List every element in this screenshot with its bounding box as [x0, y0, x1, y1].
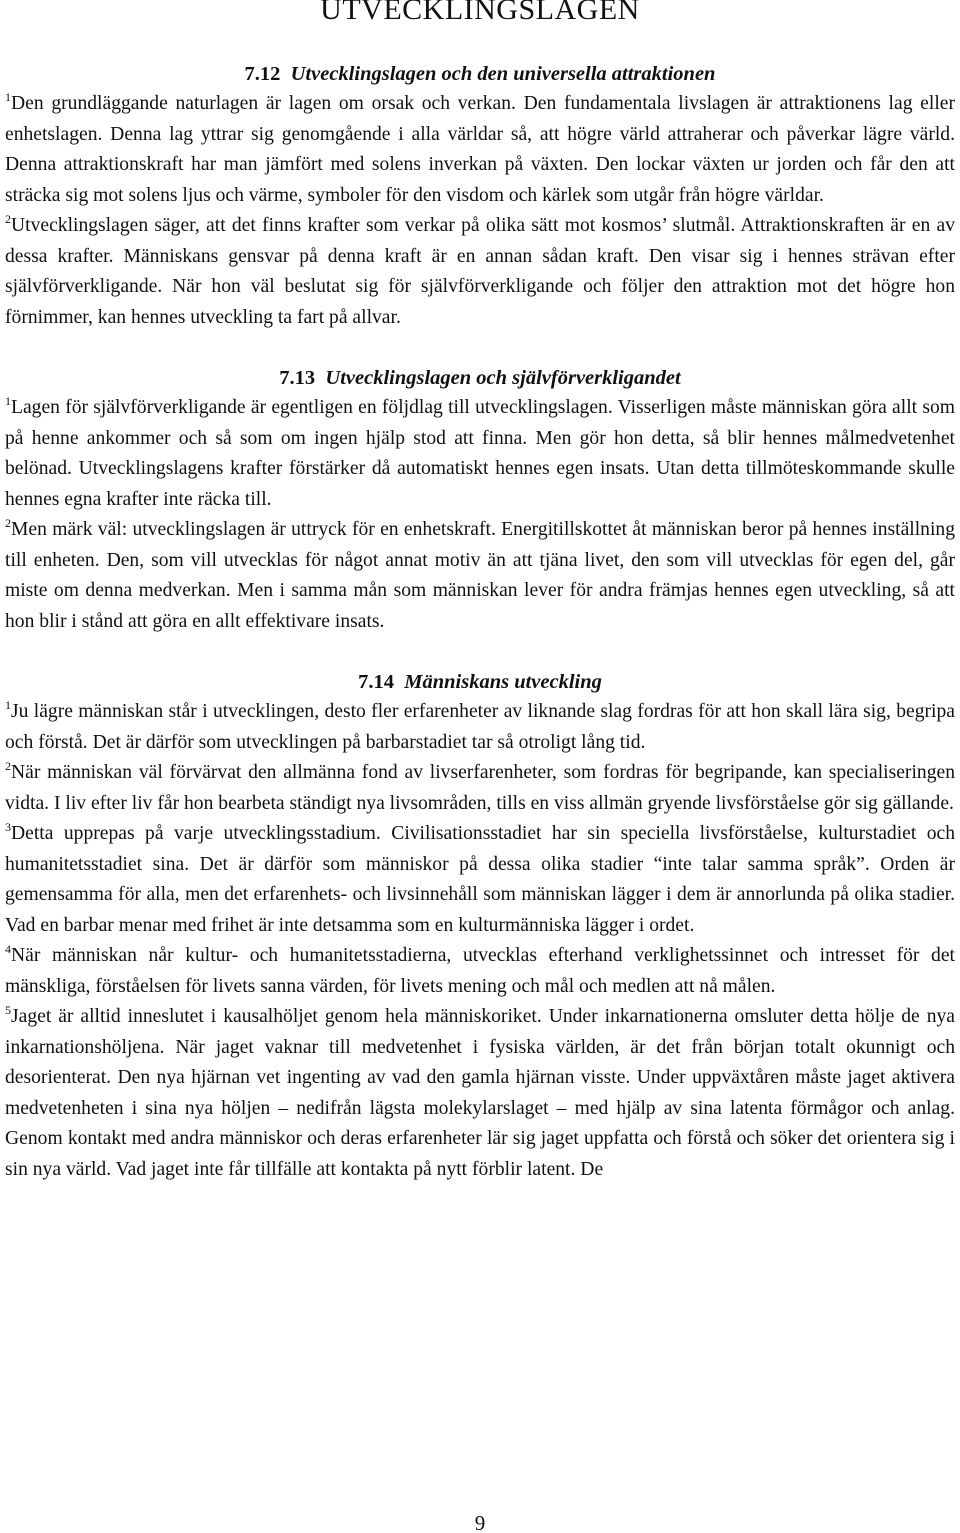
section-number: 7.13: [279, 367, 316, 389]
running-title: UTVECKLINGSLAGEN: [320, 0, 640, 26]
section-7-12: [5, 59, 955, 333]
paragraph-text: Detta upprepas på varje utvecklingsstadium. Civilisationsstadiet har sin speciella livsförståelse, kulturstadiet och humanitetsstadiet sina. Det är därför som människor på dessa olika stadier “inte talar samma språk”. Orden är gemensamma för alla, men det erfarenhets- och livsinnehåll som människan lägger i dem är annorlunda på olika stadier. Vad en barbar menar med frihet är inte detsamma som en kulturmänniska lägger i ordet.: [5, 823, 955, 936]
paragraph-text: Jaget är alltid inneslutet i kausalhöljet genom hela människoriket. Under inkarnationerna omsluter detta hölje de nya inkarnationshöljena. När jaget vaknar till medvetenhet i fysiska världen, är det från början totalt okunnigt och desorienterat. Den nya hjärnan vet ingenting av vad den gamla hjärnan visste. Under uppväxtåren måste jaget aktivera medvetenheten i sina nya höljen – nedifrån lägsta molekylarslaget – med hjälp av sina latenta förmågor och anlag. Genom kontakt med andra människor och deras erfarenheter lär sig jaget uppfatta och förstå och söker det orientera sig i sin nya värld. Vad jaget inte får tillfälle att kontakta på nytt förblir latent. De: [5, 1006, 955, 1180]
paragraph-text: Lagen för självförverkligande är egentligen en följdlag till utvecklingslagen. Visserligen måste människan göra allt som på henne ankommer och så som om ingen hjälp stod att finna. Men gör hon detta, så blir hennes målmedvetenhet belönad. Utvecklingslagens krafter förstärker då automatiskt hennes egen insats. Utan detta tillmöteskommande skulle hennes egna krafter inte räcka till.: [5, 397, 955, 510]
section-title-text: Människans utveckling: [404, 671, 602, 693]
paragraph-index: 1: [5, 394, 11, 408]
page-content: [5, 59, 955, 1185]
paragraph-text: Utvecklingslagen säger, att det finns krafter som verkar på olika sätt mot kosmos’ slutmål. Attraktionskraften är en av dessa krafter. Människans gensvar på denna kraft är en annan sådan kraft. Den visar sig i hennes strävan efter självförverkligande. När hon väl beslutat sig för självförverkligande och följer den attraktion mot det högre hon förnimmer, kan hennes utveckling ta fart på allvar.: [5, 215, 955, 328]
paragraph: [5, 697, 955, 758]
section-spacer: [5, 333, 955, 363]
paragraph-text: Men märk väl: utvecklingslagen är uttryck för en enhetskraft. Energitillskottet åt människan beror på hennes inställning till enheten. Den, som vill utvecklas för något annat motiv än att tjäna livet, den som vill utvecklas för egen del, går miste om denna medverkan. Men i samma mån som människan lever för andra främjas hennes egen utveckling, så att hon blir i stånd att göra en allt effektivare insats.: [5, 519, 955, 632]
paragraph-text: När människan når kultur- och humanitetsstadierna, utvecklas efterhand verklighetssinnet och intresset för det mänskliga, förståelsen för livets sanna värden, för livets mening och mål och medlen att nå målen.: [5, 945, 955, 997]
paragraph: [5, 211, 955, 333]
paragraph-text: Den grundläggande naturlagen är lagen om orsak och verkan. Den fundamentala livslagen är attraktionens lag eller enhetslagen. Denna lag yttrar sig genomgående i alla världar så, att högre värld attraherar och påverkar lägre värld. Denna attraktionskraft har man jämfört med solens inverkan på växten. Den lockar växten ur jorden och får den att sträcka sig mot solens ljus och värme, symboler för den visdom och kärlek som utgår från högre världar.: [5, 93, 955, 206]
paragraph-index: 1: [5, 698, 11, 712]
paragraph-text: När människan väl förvärvat den allmänna fond av livserfarenheter, som fordras för begripande, kan specialiseringen vidta. I liv efter liv får hon bearbeta ständigt nya livsområden, tills en viss allmän gryende livsförståelse gör sig gällande.: [5, 762, 955, 814]
section-heading: [5, 667, 955, 697]
section-title-text: Utvecklingslagen och självförverkligandet: [325, 367, 681, 389]
section-spacer: [5, 637, 955, 667]
paragraph-text: Ju lägre människan står i utvecklingen, desto fler erfarenheter av liknande slag fordras för att hon skall lära sig, begripa och förstå. Det är därför som utvecklingen på barbarstadiet tar så otroligt lång tid.: [5, 701, 955, 753]
paragraph-index: 1: [5, 90, 11, 104]
paragraph: [5, 758, 955, 819]
section-title-text: Utvecklingslagen och den universella attraktionen: [290, 63, 716, 85]
page-number: 9: [474, 1511, 486, 1533]
section-heading: [5, 59, 955, 89]
paragraph: [5, 941, 955, 1002]
section-number: 7.14: [358, 671, 394, 693]
paragraph: [5, 819, 955, 941]
paragraph-index: 5: [5, 1003, 11, 1017]
paragraph: [5, 515, 955, 637]
section-7-13: [5, 363, 955, 637]
section-7-14: [5, 667, 955, 1185]
paragraph: [5, 89, 955, 211]
paragraph-index: 2: [5, 516, 11, 530]
section-heading: [5, 363, 955, 393]
paragraph: [5, 393, 955, 515]
section-number: 7.12: [244, 63, 281, 85]
paragraph-index: 4: [5, 942, 11, 956]
paragraph-index: 2: [5, 212, 11, 226]
paragraph-index: 3: [5, 820, 11, 834]
paragraph-index: 2: [5, 759, 11, 773]
paragraph: [5, 1002, 955, 1185]
